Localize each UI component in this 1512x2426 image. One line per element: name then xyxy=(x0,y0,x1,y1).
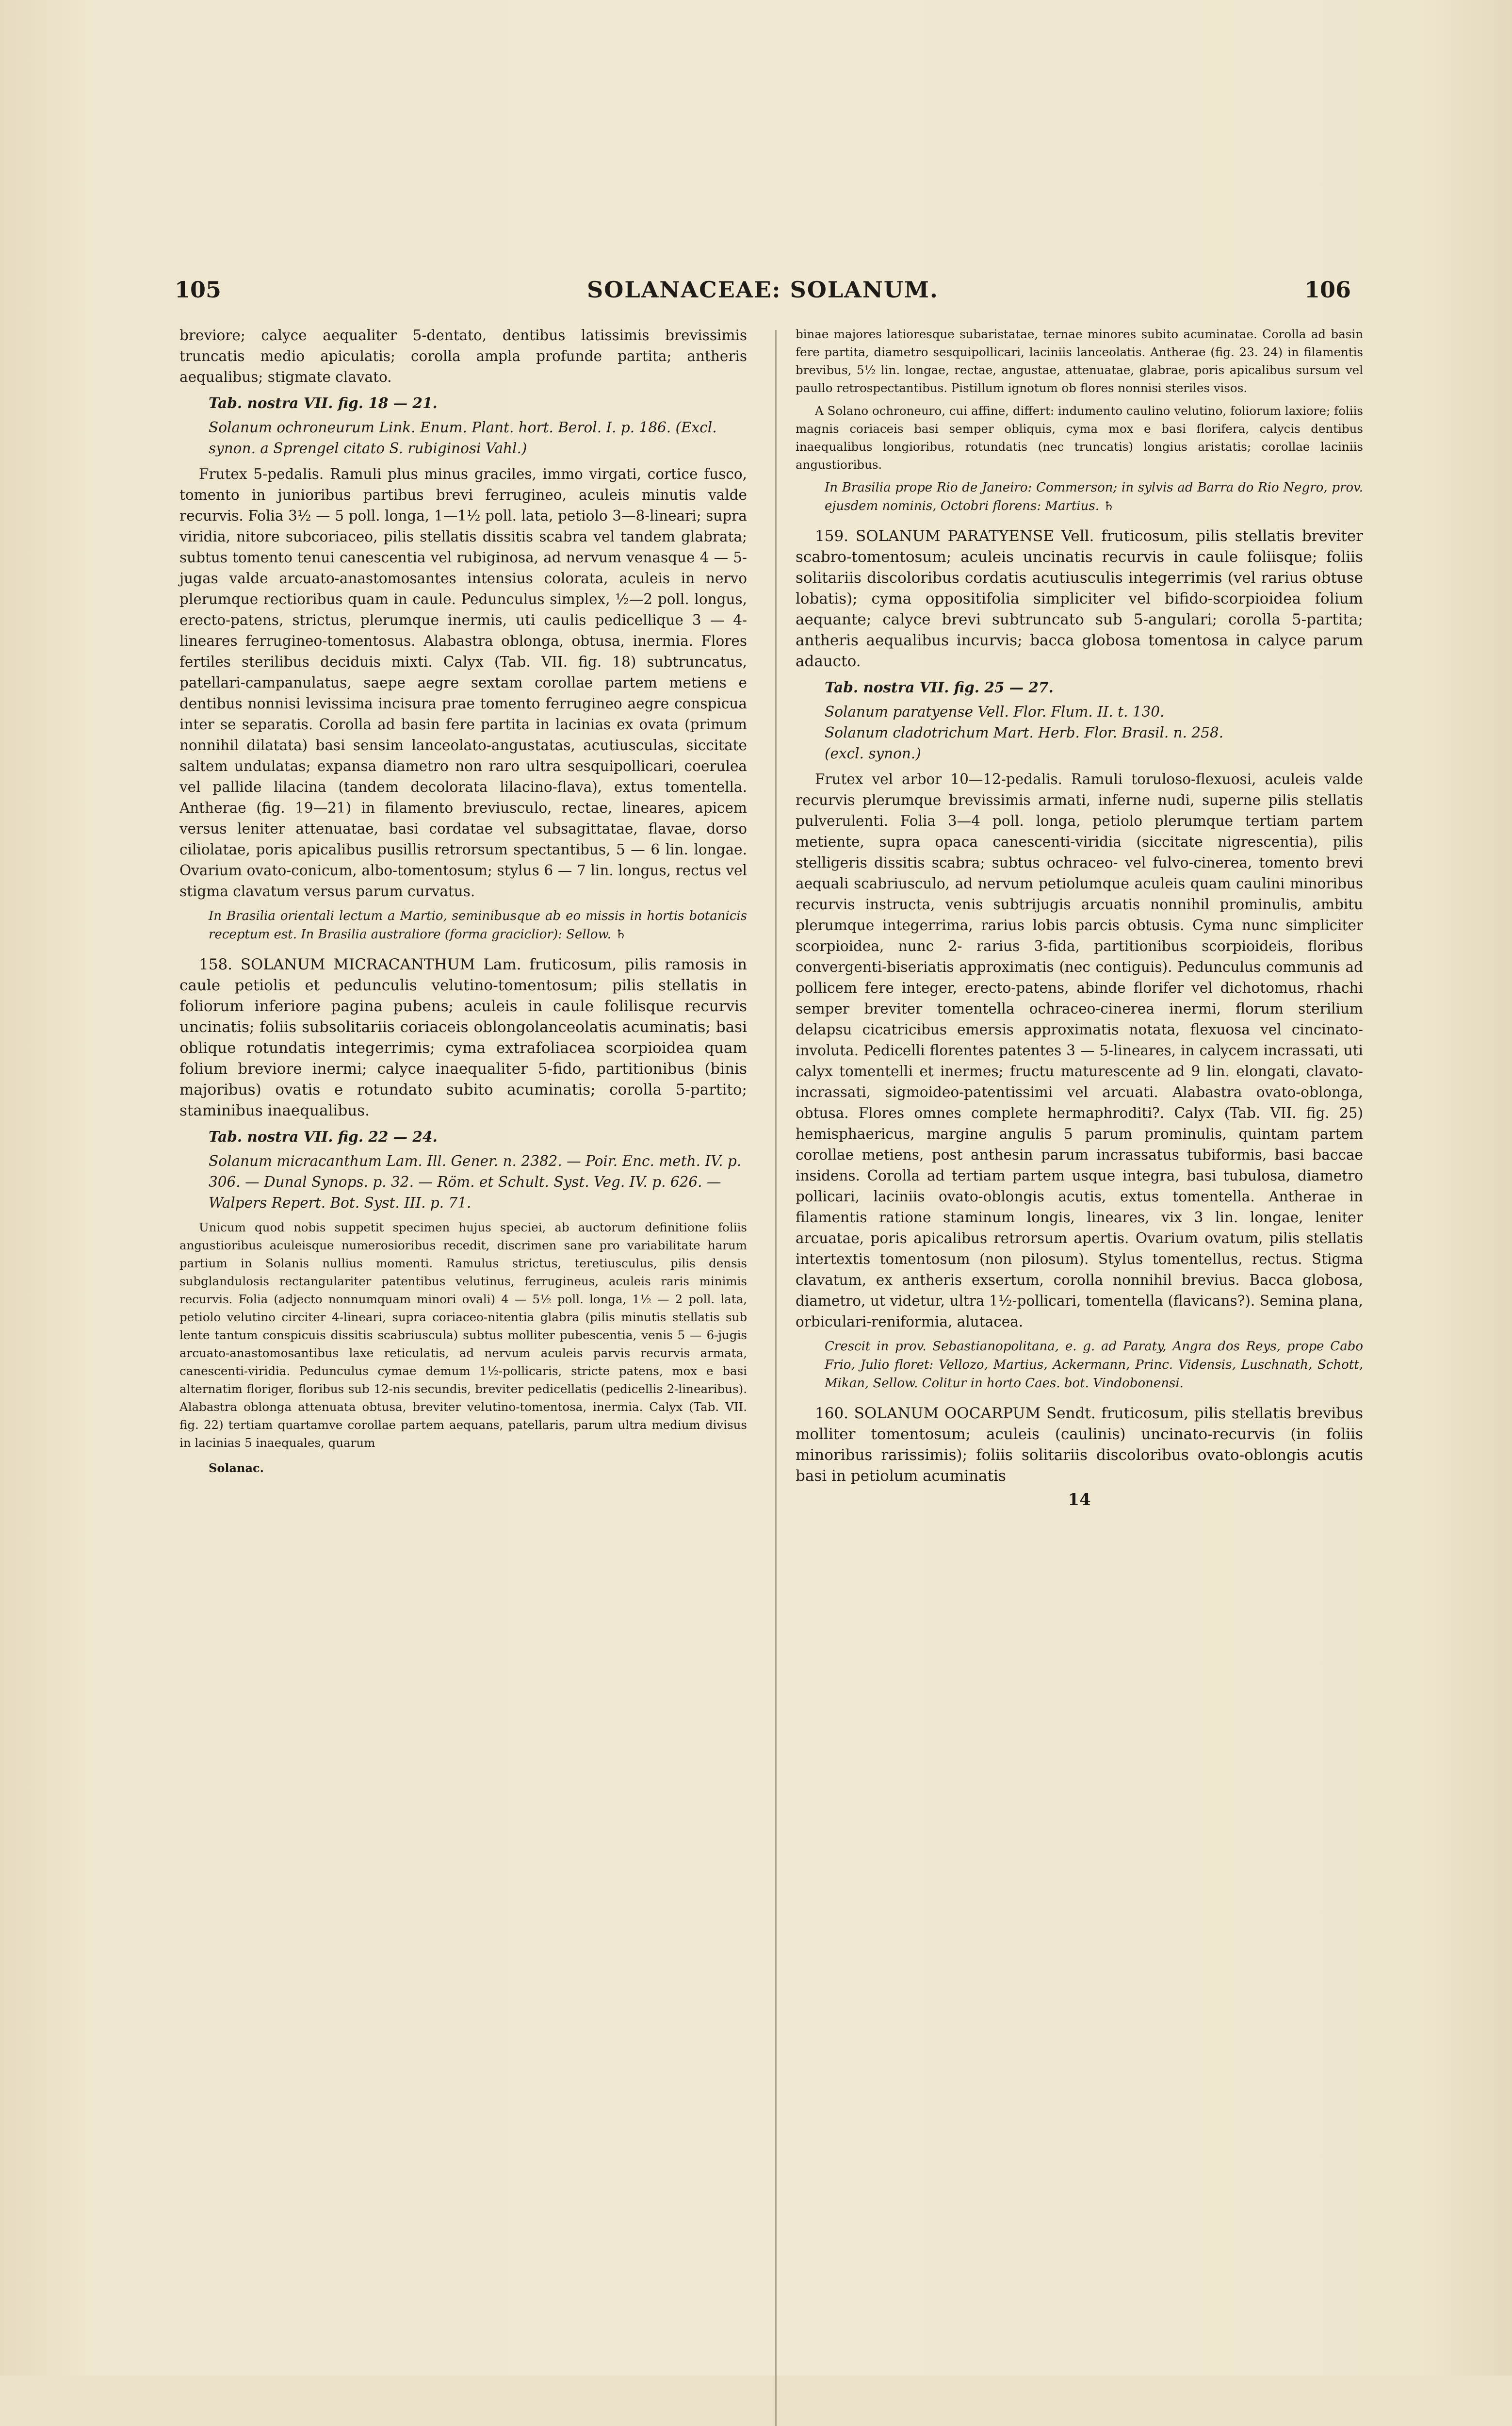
synonym-line: Solanum paratyense Vell. Flor. Flum. II. t. 130. xyxy=(825,704,1165,720)
synonym-line: Solanum cladotrichum Mart. Herb. Flor. Brasil. n. 258. xyxy=(825,724,1224,741)
species-heading-160: 160. SOLANUM OOCARPUM Sendt. fruticosum, pilis stellatis brevibus molliter tomentosum; aculeis (caulinis) uncinato-recurvis (in foliis minoribus rarissimis); foliis solitariis discoloribus ovato-oblongis acutis basi in petiolum acuminatis xyxy=(796,1405,1363,1485)
synonymy xyxy=(796,702,1363,764)
sheet-signature: 14 xyxy=(1068,1490,1091,1509)
species-heading-158: 158. SOLANUM MICRACANTHUM Lam. fruticosum, pilis ramosis in caule petiolis et pedunculis velutino-tomentosum; pilis stellatis in foliorum inferiore pagina pubens; aculeis in caule folilisque recurvis uncinatis; foliis subsolitariis coriaceis oblongolanceolatis acuminatis; basi oblique rotundatis integerrimis; cyma extrafoliacea scorpioidea quam folium breviore inermi; calyce inaequaliter 5-fido, partitionibus (binis majoribus) ovatis e rotundato subito acuminatis; corolla 5-partito; staminibus inaequalibus. xyxy=(179,956,747,1119)
column-divider xyxy=(775,330,777,2426)
synonym-line: Solanum micracanthum Lam. Ill. Gener. n. 2382. — Poir. Enc. meth. IV. p. 306. — Dunal Synops. p. 32. — Röm. et Schult. Syst. Veg. IV. p. 626. — Walpers Repert. Bot. Syst. III. p. 71. xyxy=(209,1153,742,1211)
habitat-note: Crescit in prov. Sebastianopolitana, e. g. ad Paraty, Angra dos Reys, prope Cabo Frio, Julio floret: Vellozo, Martius, Ackermann, Princ. Vidensis, Luschnath, Schott, Mikan, Sellow. Colitur in horto Caes. bot. Vindobonensi. xyxy=(825,1339,1363,1391)
right-column xyxy=(796,325,1363,1510)
species-description: Frutex 5-pedalis. Ramuli plus minus graciles, immo virgati, cortice fusco, tomento in junioribus partibus brevi ferrugineo, aculeis minutis valde recurvis. Folia 3½ — 5 poll. longa, 1—1½ poll. lata, petiolo 3—8-lineari; supra viridia, nitore subcoriaceo, pilis stellatis dissitis scabra vel tandem glabrata; subtus tomento tenui canescentia vel rubiginosa, ad nervum venasque 4 — 5-jugas valde arcuato-anastomosantes intensius colorata, aculeis in nervo plerumque rectioribus quam in caule. Pedunculus simplex, ½—2 poll. longus, erecto-patens, strictus, plerumque inermis, uti caulis pedicellique 3 — 4-lineares ferrugineo-tomentosus. Alabastra oblonga, obtusa, inermia. Flores fertiles sterilibus deciduis mixti. Calyx (Tab. VII. fig. 18) subtruncatus, patellari-campanulatus, saepe aegre sextam corollae partem metiens e dentibus nonnisi levissima incisura prae tomento ferrugineo aegre conspicua inter se separatis. Corolla ad basin fere partita in lacinias ex ovata (primum nonnihil dilatata) basi sensim lanceolato-angustatas, acutiusculas, siccitate saltem undulatas; expansa diametro non raro ultra sesquipollicari, coerulea vel pallide lilacina (tandem decolorata lilacino-flava), extus tomentella. Antherae (fig. 19—21) in filamento breviusculo, rectae, lineares, apicem versus leniter attenuatae, basi cordatae vel subsagittatae, flavae, dorso ciliolatae, poris apicalibus pusillis retrorsum spectantibus, 5 — 6 lin. longae. Ovarium ovato-conicum, albo-tomentosum; stylus 6 — 7 lin. longus, rectus vel stigma clavatum versus parum curvatus. xyxy=(179,466,747,900)
habitat-note: In Brasilia orientali lectum a Martio, seminibusque ab eo missis in hortis botanicis receptum est. In Brasilia australiore (forma graciclior): Sellow. ♄ xyxy=(209,909,747,942)
species-notes: Unicum quod nobis suppetit specimen hujus speciei, ab auctorum definitione foliis angustioribus aculeisque numerosioribus recedit, discrimen sane pro variabilitate harum partium in Solanis nullius momenti. Ramulus strictus, teretiusculus, pilis densis subglandulosis rectangulariter patentibus velutinus, ferrugineus, aculeis raris minimis recurvis. Folia (adjecto nonnumquam minori ovali) 4 — 5½ poll. longa, 1½ — 2 poll. lata, petiolo velutino circiter 4-lineari, supra coriaceo-nitentia glabra (pilis minutis stellatis sub lente tantum conspicuis dissitis scabriuscula) subtus molliter pubescentia, venis 5 — 6-jugis arcuato-anastomosantibus laxe reticulatis, ad nervum aculeis parvis recurvis armata, canescenti-viridia. Pedunculus cymae demum 1½-pollicaris, stricte patens, mox e basi alternatim floriger, floribus sub 12-nis secundis, breviter pedicellatis (pedicellis 2-linearibus). Alabastra oblonga attenuata obtusa, breviter velutino-tomentosa, inermia. Calyx (Tab. VII. fig. 22) tertiam quartamve corollae partem aequans, patellaris, parum ultra medium divisus in lacinias 5 inaequales, quarum xyxy=(179,1220,747,1450)
figure-reference: Tab. nostra VII. fig. 18 — 21. xyxy=(209,394,438,411)
species-heading-159: 159. SOLANUM PARATYENSE Vell. fruticosum, pilis stellatis breviter scabro-tomentosum; aculeis uncinatis recurvis in caule foliisque; foliis solitariis discoloribus cordatis acutiusculis integerrimis (vel rarius obtuse lobatis); cyma oppositifolia simpliciter vel bifido-scorpioidea folium aequante; calyce brevi subtruncato sub 5-angulari; corolla 5-partita; antheris aequalibus incurvis; bacca globosa tomentosa in calyce parum adaucto. xyxy=(796,527,1363,670)
signature-mark: Solanac. xyxy=(209,1461,264,1475)
synonymy: Solanum ochroneurum Link. Enum. Plant. hort. Berol. I. p. 186. (Excl. synon. a Sprengel citato S. rubiginosi Vahl.) xyxy=(209,419,717,457)
left-column xyxy=(179,325,747,1478)
synonym-line: (excl. synon.) xyxy=(825,745,921,762)
species-description: Frutex vel arbor 10—12-pedalis. Ramuli toruloso-flexuosi, aculeis valde recurvis plerumque brevissimis armati, inferne nudi, superne pilis stellatis pulverulenti. Folia 3—4 poll. longa, petiolo plerumque tertiam partem metiente, supra opaca canescenti-viridia (siccitate nigrescentia), pilis stelligeris dissitis scabra; subtus ochraceo- vel fulvo-cinerea, tomento brevi aequali scabriusculo, ad nervum petiolumque aculeis quam caulini minoribus recurvis instructa, venis subtrijugis arcuatis nonnihil prominulis, ambitu plerumque integerrima, rarius lobis parcis obtusis. Cyma nunc simpliciter scorpioidea, nunc 2- rarius 3-fida, partitionibus scorpioideis, floribus convergenti-biseriatis approximatis (nec contiguis). Pedunculus communis ad pollicem fere integer, erecto-patens, abinde florifer vel dichotomus, rhachi semper breviter tomentella ochraceo-cinerea inermi, florum sterilium delapsu cicatricibus emersis approximatis notata, flexuosa vel cincinato-involuta. Pedicelli florentes patentes 3 — 5-lineares, in calycem incrassati, uti calyx tomentelli et inermes; fructu maturescente ad 9 lin. elongati, clavato-incrassati, sigmoideo-patentissimi vel arcuati. Alabastra ovato-oblonga, obtusa. Flores omnes complete hermaphroditi?. Calyx (Tab. VII. fig. 25) hemisphaericus, margine angulis 5 parum prominulis, quintam partem corollae metiens, post anthesin parum incrassatus tubiformis, basi baccae insidens. Corolla ad tertiam partem usque integra, basi tubulosa, diametro pollicari, laciniis ovato-oblongis acutis, extus tomentella. Antherae in filamentis ratione staminum longis, lineares, vix 3 lin. longae, leniter arcuatae, poris apicalibus retrorsum apertis. Ovarium ovatum, pilis stellatis intertextis tomentosum (non pilosum). Stylus tomentellus, rectus. Stigma clavatum, ex antheris exsertum, corolla nonnihil brevius. Bacca globosa, diametro, ut videtur, ultra 1½-pollicari, tomentella (flavicans?). Semina plana, orbiculari-reniformia, alutacea. xyxy=(796,771,1363,1330)
page-number-left: 105 xyxy=(175,277,222,303)
running-header xyxy=(175,277,1351,315)
affinity-note: A Solano ochroneuro, cui affine, differt: indumento caulino velutino, foliorum laxiore; foliis magnis coriaceis basi semper obliquis, cyma mox e basi florifera, calycis dentibus inaequalibus longioribus, rotundatis (nec truncatis) longius aristatis; corollae laciniis angustioribus. xyxy=(796,404,1363,472)
species-notes-continuation: binae majores latioresque subaristatae, ternae minores subito acuminatae. Corolla ad basin fere partita, diametro sesquipollicari, laciniis lanceolatis. Antherae (fig. 23. 24) in filamentis brevibus, 5½ lin. longae, rectae, angustae, attenuatae, glabrae, poris apicalibus sursum vel paullo retrospectantibus. Pistillum ignotum ob flores nonnisi steriles visos. xyxy=(796,327,1363,395)
figure-reference: Tab. nostra VII. fig. 25 — 27. xyxy=(825,679,1054,696)
synonymy xyxy=(179,1151,747,1213)
figure-reference: Tab. nostra VII. fig. 22 — 24. xyxy=(209,1128,438,1145)
habitat-note: In Brasilia prope Rio de Janeiro: Commerson; in sylvis ad Barra do Rio Negro, prov. ejusdem nominis, Octobri florens: Martius. ♄ xyxy=(825,480,1363,513)
running-title: SOLANACEAE: SOLANUM. xyxy=(587,277,939,303)
description-continuation: breviore; calyce aequaliter 5-dentato, dentibus latissimis brevissimis truncatis medio apiculatis; corolla ampla profunde partita; antheris aequalibus; stigmate clavato. xyxy=(179,327,747,385)
page-number-right: 106 xyxy=(1304,277,1351,303)
